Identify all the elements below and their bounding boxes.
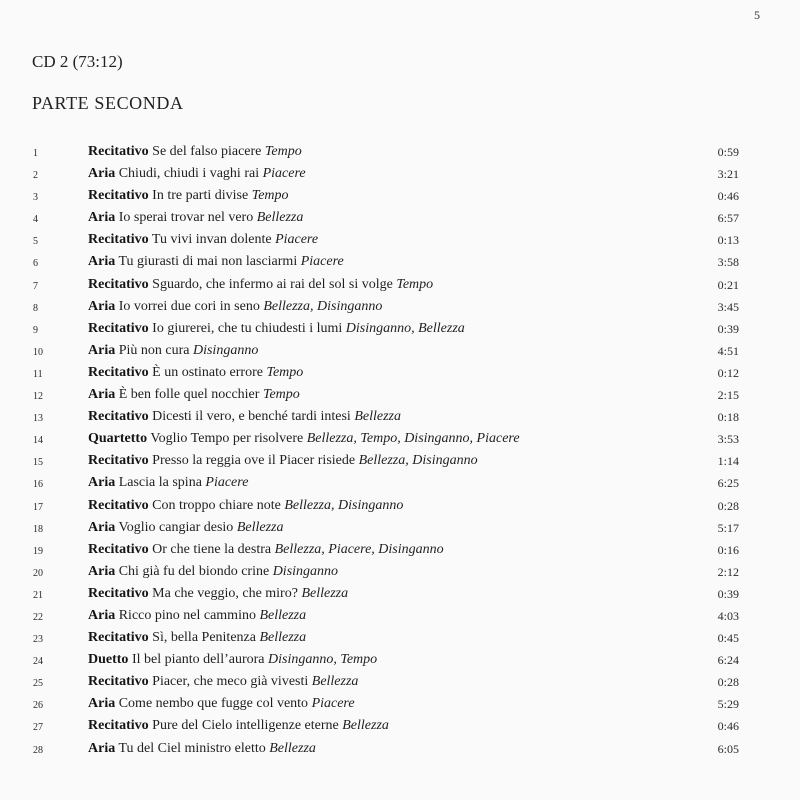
track-description xyxy=(88,274,433,296)
track-duration: 4:03 xyxy=(717,608,739,623)
track-number: 25 xyxy=(33,678,43,690)
track-text: In tre parti divise xyxy=(152,188,249,204)
track-description xyxy=(88,583,348,605)
track-number: 13 xyxy=(33,413,43,425)
track-row xyxy=(0,318,800,340)
track-text: Se del falso piacere xyxy=(152,144,262,159)
track-duration: 3:45 xyxy=(717,299,739,314)
track-roles: Piacere xyxy=(205,475,249,491)
track-row xyxy=(0,428,800,450)
track-number: 20 xyxy=(33,567,43,579)
track-type: Aria xyxy=(88,254,116,270)
track-type: Aria xyxy=(88,475,116,491)
track-text: Presso la reggia ove il Piacer risiede xyxy=(152,453,356,469)
track-duration: 6:57 xyxy=(717,211,739,226)
track-row xyxy=(0,185,800,207)
track-text: Pure del Cielo intelligenze eterne xyxy=(152,718,339,734)
track-text: Voglio cangiar desio xyxy=(118,519,234,535)
track-text: È un ostinato errore xyxy=(152,364,263,380)
track-row xyxy=(0,362,800,384)
track-row xyxy=(0,207,800,229)
track-number: 21 xyxy=(33,589,43,601)
track-duration: 0:21 xyxy=(717,277,739,292)
track-text: Lascia la spina xyxy=(118,475,202,491)
track-description xyxy=(88,384,300,406)
track-text: Voglio Tempo per risolvere xyxy=(150,431,304,447)
track-text: È ben folle quel nocchier xyxy=(118,387,260,403)
track-text: Con troppo chiare note xyxy=(152,497,281,513)
track-roles: Piacere xyxy=(300,254,344,270)
track-duration: 0:39 xyxy=(717,321,739,336)
track-row xyxy=(0,715,800,737)
track-description xyxy=(88,318,465,340)
track-row xyxy=(0,693,800,715)
track-description xyxy=(88,141,302,163)
track-description xyxy=(88,738,316,760)
track-roles: Bellezza, Tempo, Disinganno, Piacere xyxy=(306,431,520,447)
track-roles: Bellezza, Disinganno xyxy=(358,453,478,469)
track-type: Aria xyxy=(88,696,116,712)
track-row xyxy=(0,229,800,251)
track-duration: 6:24 xyxy=(717,653,739,668)
track-number: 17 xyxy=(33,501,43,513)
track-type: Recitativo xyxy=(88,497,149,513)
track-duration: 1:14 xyxy=(717,454,739,469)
track-roles: Bellezza, Disinganno xyxy=(284,497,404,513)
track-duration: 5:29 xyxy=(717,697,739,712)
page-number: 5 xyxy=(754,8,760,22)
track-number: 15 xyxy=(33,457,43,469)
track-description xyxy=(88,671,358,693)
track-number: 3 xyxy=(33,192,38,204)
track-duration: 0:28 xyxy=(717,498,739,513)
track-number: 9 xyxy=(33,324,38,336)
track-description xyxy=(88,605,306,627)
track-description xyxy=(88,428,520,450)
track-text: Dicesti il vero, e benché tardi intesi xyxy=(152,409,351,425)
track-roles: Bellezza xyxy=(311,674,359,690)
track-type: Recitativo xyxy=(88,453,149,469)
track-number: 6 xyxy=(33,258,38,270)
track-text: Chiudi, chiudi i vaghi rai xyxy=(118,166,260,182)
track-text: Sguardo, che infermo ai rai del sol si volge xyxy=(152,276,393,292)
track-number: 18 xyxy=(33,523,43,535)
track-type: Recitativo xyxy=(88,188,149,204)
track-text: Tu giurasti di mai non lasciarmi xyxy=(118,254,298,270)
track-text: Or che tiene la destra xyxy=(152,541,272,557)
track-duration: 5:17 xyxy=(717,520,739,535)
track-description xyxy=(88,495,403,517)
track-duration: 3:58 xyxy=(717,255,739,270)
track-duration: 0:46 xyxy=(717,189,739,204)
track-type: Recitativo xyxy=(88,276,149,292)
track-type: Aria xyxy=(88,387,116,403)
track-roles: Bellezza, Disinganno xyxy=(263,298,383,314)
track-number: 24 xyxy=(33,656,43,668)
track-number: 19 xyxy=(33,545,43,557)
track-roles: Bellezza xyxy=(269,740,316,756)
track-roles: Bellezza xyxy=(342,718,389,734)
track-type: Recitativo xyxy=(88,232,149,248)
track-duration: 6:05 xyxy=(717,741,739,756)
track-type: Recitativo xyxy=(88,630,149,646)
track-row xyxy=(0,384,800,406)
track-row xyxy=(0,738,800,760)
track-type: Aria xyxy=(88,298,116,314)
track-number: 5 xyxy=(33,236,38,248)
track-row xyxy=(0,539,800,561)
track-duration: 3:21 xyxy=(717,167,739,182)
track-type: Recitativo xyxy=(88,585,149,601)
track-row xyxy=(0,627,800,649)
track-number: 4 xyxy=(33,214,38,226)
track-description xyxy=(88,715,389,737)
track-description xyxy=(88,517,283,539)
track-roles: Bellezza xyxy=(301,585,349,601)
track-type: Quartetto xyxy=(88,431,148,447)
track-text: Ricco pino nel cammino xyxy=(118,607,256,623)
track-row xyxy=(0,649,800,671)
track-roles: Disinganno, Bellezza xyxy=(345,320,465,336)
track-number: 8 xyxy=(33,302,38,314)
track-duration: 0:28 xyxy=(717,675,739,690)
track-text: Ma che veggio, che miro? xyxy=(152,585,298,601)
track-row xyxy=(0,472,800,494)
track-type: Recitativo xyxy=(88,144,149,159)
track-row xyxy=(0,251,800,273)
track-description xyxy=(88,561,338,583)
track-roles: Disinganno, Tempo xyxy=(268,652,378,668)
track-roles: Tempo xyxy=(264,144,302,159)
track-number: 10 xyxy=(33,346,43,358)
track-text: Io vorrei due cori in seno xyxy=(118,298,260,314)
track-roles: Bellezza xyxy=(354,409,401,425)
track-number: 7 xyxy=(33,280,38,292)
track-description xyxy=(88,296,382,318)
track-number: 22 xyxy=(33,611,43,623)
track-description xyxy=(88,362,303,384)
track-duration: 0:13 xyxy=(717,233,739,248)
track-number: 28 xyxy=(33,744,43,756)
track-roles: Piacere xyxy=(275,232,319,248)
track-text: Tu del Ciel ministro eletto xyxy=(118,740,266,756)
track-text: Più non cura xyxy=(118,342,190,358)
track-description xyxy=(88,627,306,649)
track-number: 12 xyxy=(33,391,43,403)
track-row xyxy=(0,296,800,318)
track-type: Aria xyxy=(88,519,116,535)
track-number: 27 xyxy=(33,722,43,734)
track-text: Sì, bella Penitenza xyxy=(152,630,256,646)
track-row xyxy=(0,450,800,472)
track-number: 26 xyxy=(33,700,43,712)
track-type: Aria xyxy=(88,607,116,623)
track-roles: Piacere xyxy=(262,166,306,182)
track-description xyxy=(88,693,355,715)
track-type: Aria xyxy=(88,166,116,182)
track-description xyxy=(88,163,306,185)
track-description xyxy=(88,539,444,561)
track-duration: 2:15 xyxy=(717,388,739,403)
track-type: Recitativo xyxy=(88,364,149,380)
track-roles: Tempo xyxy=(266,364,304,380)
track-row xyxy=(0,406,800,428)
track-description xyxy=(88,472,248,494)
track-roles: Tempo xyxy=(396,276,434,292)
track-duration: 6:25 xyxy=(717,476,739,491)
track-row xyxy=(0,605,800,627)
track-text: Io giurerei, che tu chiudesti i lumi xyxy=(152,320,343,336)
track-duration: 0:59 xyxy=(717,145,739,159)
track-text: Piacer, che meco già vivesti xyxy=(152,674,309,690)
track-text: Il bel pianto dell’aurora xyxy=(131,652,265,668)
track-description xyxy=(88,406,401,428)
track-row xyxy=(0,495,800,517)
track-list xyxy=(0,141,800,760)
track-type: Aria xyxy=(88,210,116,226)
track-type: Recitativo xyxy=(88,320,149,336)
track-description xyxy=(88,649,377,671)
track-duration: 4:51 xyxy=(717,343,739,358)
track-duration: 2:12 xyxy=(717,564,739,579)
track-duration: 0:12 xyxy=(717,365,739,380)
track-description xyxy=(88,207,303,229)
cd-header: CD 2 (73:12) xyxy=(32,52,123,71)
track-number: 2 xyxy=(33,170,38,182)
track-type: Recitativo xyxy=(88,409,149,425)
track-roles: Bellezza xyxy=(256,210,304,226)
track-roles: Bellezza xyxy=(236,519,284,535)
track-text: Tu vivi invan dolente xyxy=(151,232,272,248)
track-type: Aria xyxy=(88,740,116,756)
track-description xyxy=(88,450,478,472)
track-roles: Piacere xyxy=(311,696,355,712)
track-type: Duetto xyxy=(88,652,129,668)
track-text: Come nembo que fugge col vento xyxy=(118,696,309,712)
track-text: Chi già fu del biondo crine xyxy=(118,563,270,579)
track-row xyxy=(0,583,800,605)
track-row xyxy=(0,141,800,163)
track-row xyxy=(0,340,800,362)
track-duration: 0:46 xyxy=(717,719,739,734)
track-number: 1 xyxy=(33,148,38,159)
track-description xyxy=(88,340,258,362)
track-type: Recitativo xyxy=(88,674,149,690)
track-roles: Bellezza, Piacere, Disinganno xyxy=(274,541,444,557)
track-description xyxy=(88,185,289,207)
track-roles: Bellezza xyxy=(259,607,307,623)
track-duration: 0:18 xyxy=(717,410,739,425)
track-roles: Tempo xyxy=(262,387,300,403)
track-row xyxy=(0,671,800,693)
track-type: Aria xyxy=(88,342,116,358)
track-duration: 0:45 xyxy=(717,631,739,646)
track-roles: Disinganno xyxy=(192,342,259,358)
track-description xyxy=(88,229,318,251)
track-number: 16 xyxy=(33,479,43,491)
track-description xyxy=(88,251,344,273)
track-roles: Disinganno xyxy=(272,563,339,579)
track-row xyxy=(0,163,800,185)
track-roles: Bellezza xyxy=(259,630,307,646)
track-number: 23 xyxy=(33,634,43,646)
track-type: Recitativo xyxy=(88,541,149,557)
track-row xyxy=(0,274,800,296)
track-roles: Tempo xyxy=(251,188,289,204)
track-text: Io sperai trovar nel vero xyxy=(118,210,254,226)
track-number: 11 xyxy=(33,368,43,380)
track-type: Aria xyxy=(88,563,116,579)
track-duration: 0:16 xyxy=(717,542,739,557)
section-title: PARTE SECONDA xyxy=(32,93,184,113)
track-duration: 3:53 xyxy=(717,432,739,447)
track-duration: 0:39 xyxy=(717,586,739,601)
track-number: 14 xyxy=(33,435,43,447)
track-type: Recitativo xyxy=(88,718,149,734)
track-row xyxy=(0,517,800,539)
track-row xyxy=(0,561,800,583)
